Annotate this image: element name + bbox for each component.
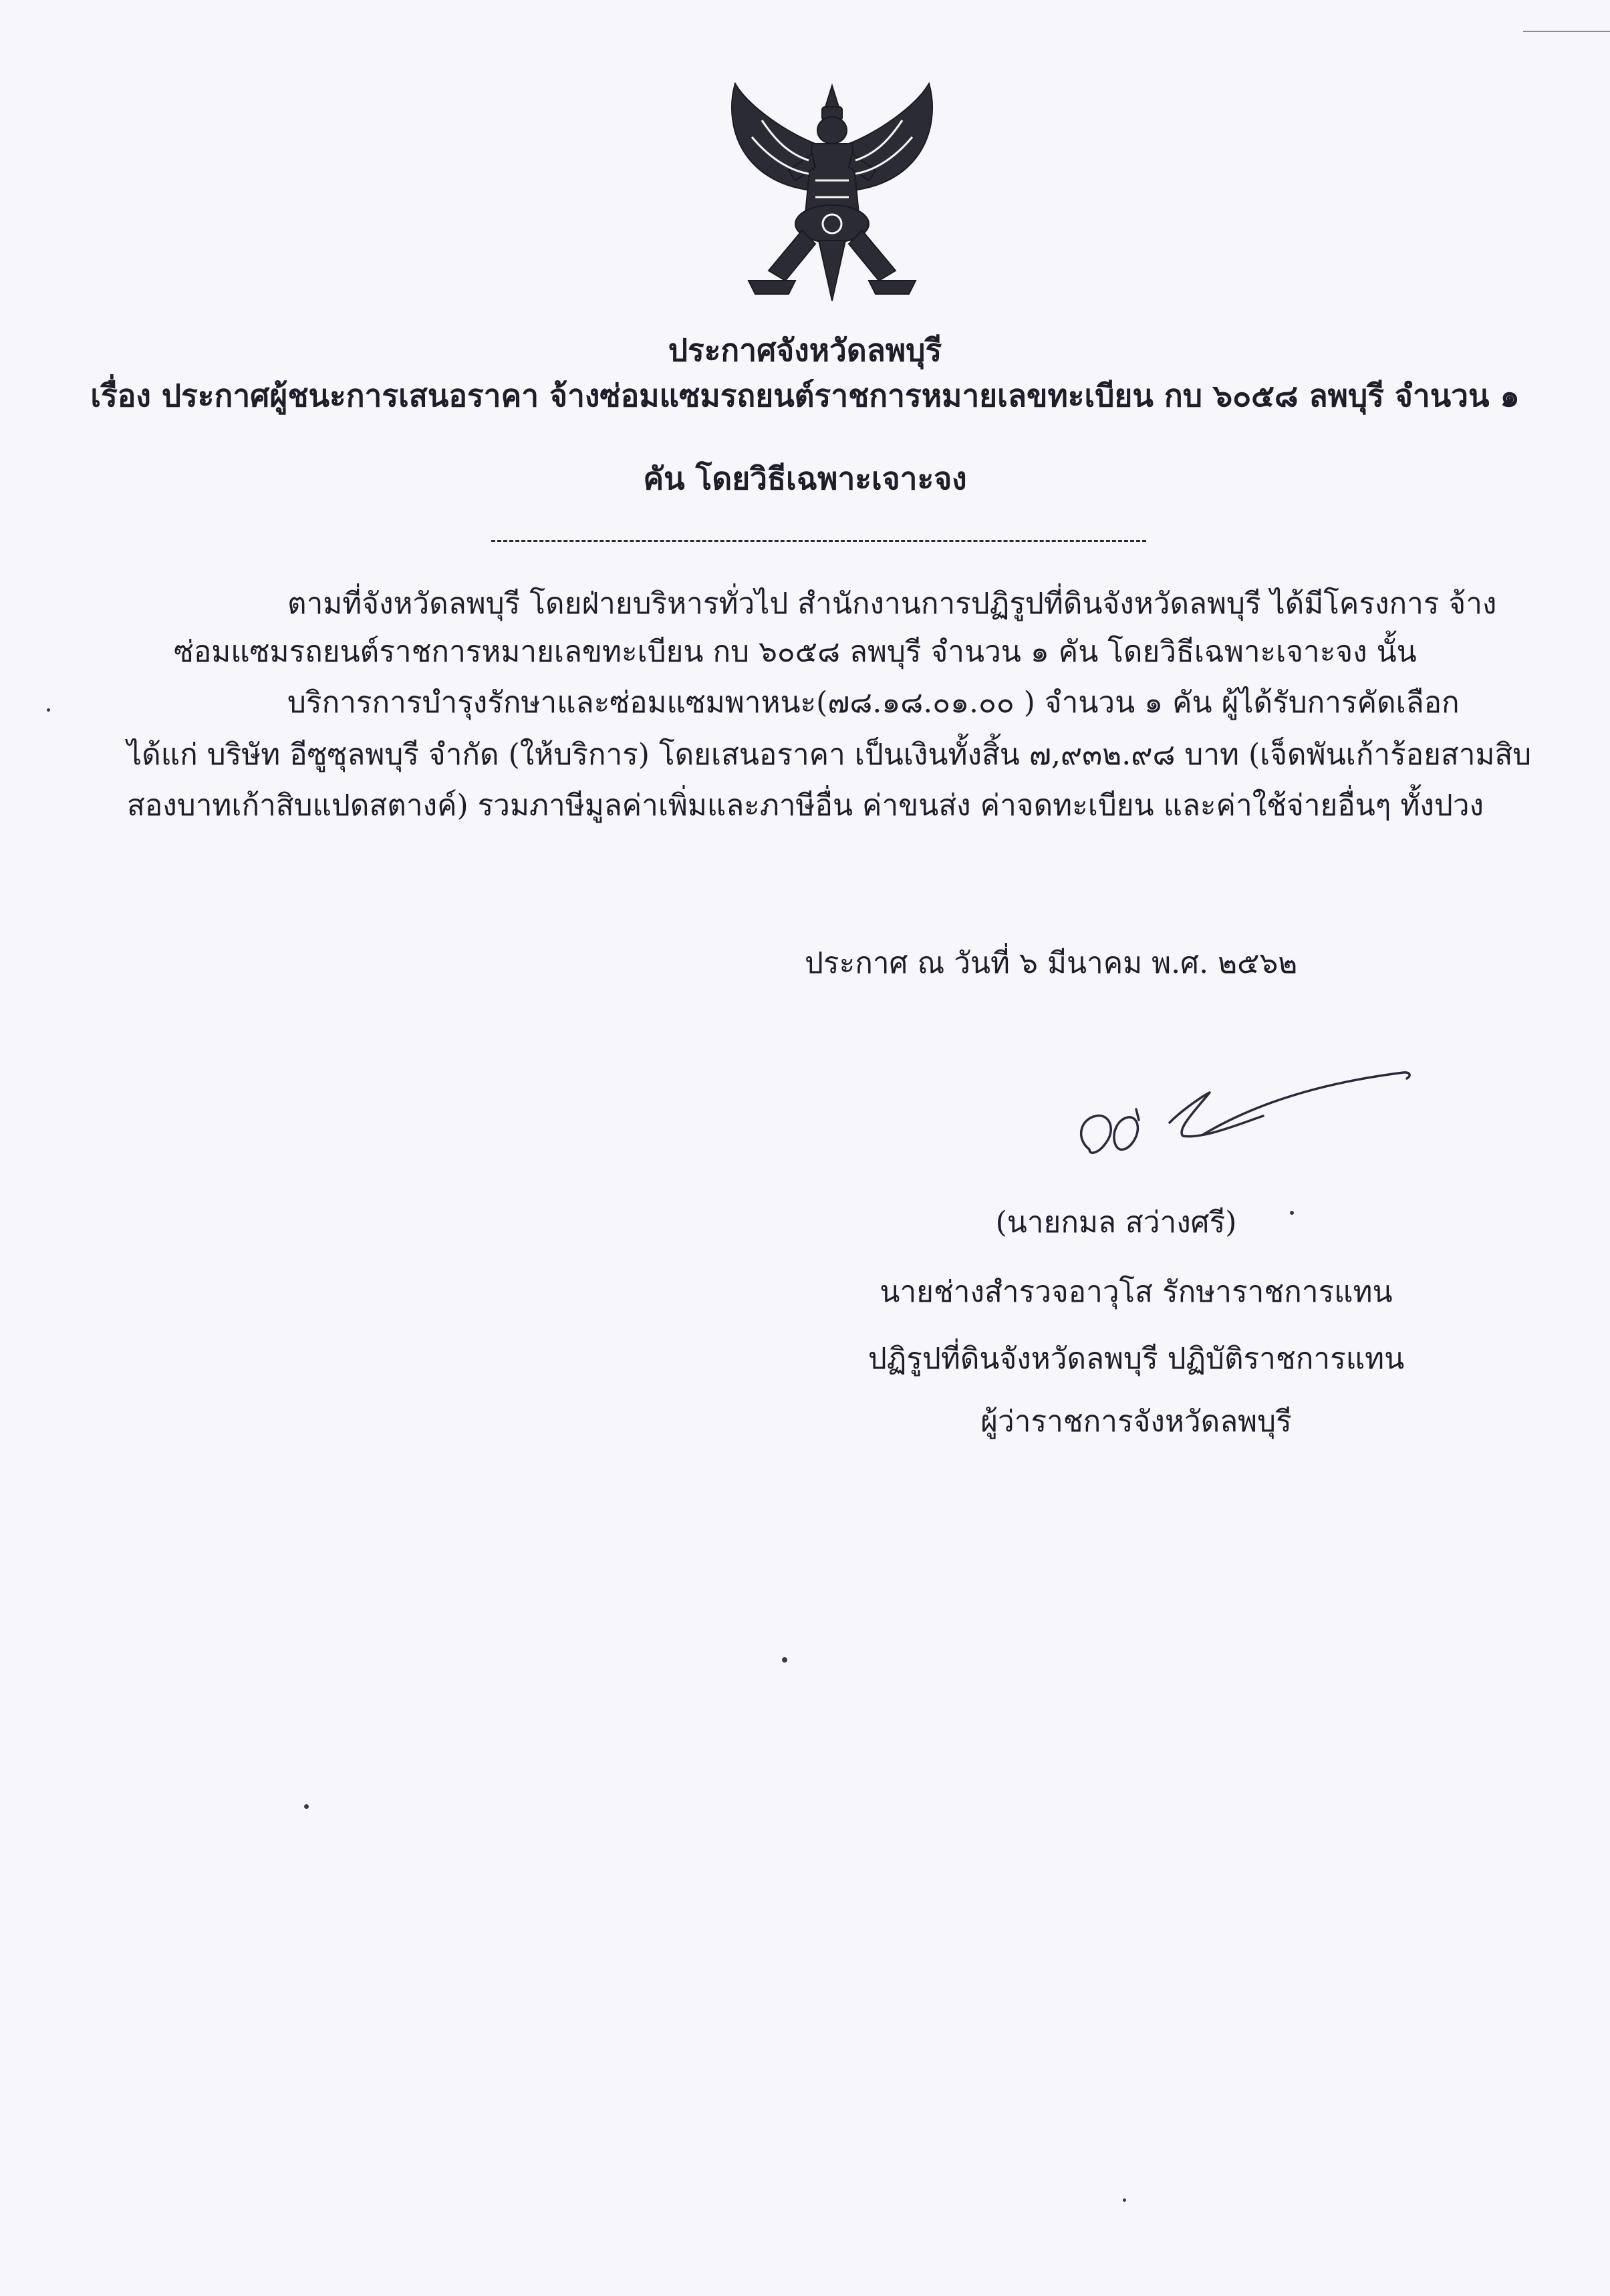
body-line-2: ซ่อมแซมรถยนต์ราชการหมายเลขทะเบียน กบ ๖๐๕๘ ลพบุรี จำนวน ๑ คัน โดยวิธีเฉพาะเจาะจง นั้น [174, 635, 1417, 669]
signatory-position-3: ผู้ว่าราชการจังหวัดลพบุรี [980, 1405, 1292, 1439]
announcement-title: ประกาศจังหวัดลพบุรี [668, 332, 942, 368]
subject-line-1: เรื่อง ประกาศผู้ชนะการเสนอราคา จ้างซ่อมแซมรถยนต์ราชการหมายเลขทะเบียน กบ ๖๐๕๘ ลพบุรี จำนวน ๑ [90, 378, 1520, 414]
scan-speck [47, 708, 50, 712]
scan-speck [782, 1657, 787, 1663]
signatory-position-2: ปฏิรูปที่ดินจังหวัดลพบุรี ปฏิบัติราชการแทน [867, 1342, 1405, 1376]
body-line-3: บริการการบำรุงรักษาและซ่อมแซมพาหนะ(๗๘.๑๘.๐๑.๐๐ ) จำนวน ๑ คัน ผู้ได้รับการคัดเลือก [287, 686, 1460, 720]
body-line-1: ตามที่จังหวัดลพบุรี โดยฝ่ายบริหารทั่วไป สำนักงานการปฏิรูปที่ดินจังหวัดลพบุรี ได้มีโครงการ จ้าง [287, 587, 1497, 621]
scan-speck [1123, 2198, 1126, 2202]
scan-edge-line [1523, 31, 1610, 32]
signatory-name: (นายกมล สว่างศรี) [995, 1205, 1237, 1240]
body-line-5: สองบาทเก้าสิบแปดสตางค์) รวมภาษีมูลค่าเพิ่มและภาษีอื่น ค่าขนส่ง ค่าจดทะเบียน และค่าใช้จ่ายอื่นๆ ทั้งปวง [127, 788, 1484, 823]
subject-line-2: คัน โดยวิธีเฉพาะเจาะจง [643, 460, 967, 496]
body-line-4: ได้แก่ บริษัท อีซูซุลพบุรี จำกัด (ให้บริการ) โดยเสนอราคา เป็นเงินทั้งสิ้น ๗,๙๓๒.๙๘ บาท (เจ็ดพันเก้าร้อยสามสิบ [127, 738, 1532, 772]
scan-speck [304, 1804, 309, 1809]
scan-speck [1290, 1211, 1294, 1215]
signatory-position-1: นายช่างสำรวจอาวุโส รักษาราชการแทน [880, 1275, 1393, 1309]
signature-image [1069, 1056, 1417, 1169]
dashed-divider [491, 540, 1146, 542]
announcement-date: ประกาศ ณ วันที่ ๖ มีนาคม พ.ศ. ๒๕๖๒ [805, 946, 1298, 980]
garuda-emblem-icon [722, 80, 942, 327]
